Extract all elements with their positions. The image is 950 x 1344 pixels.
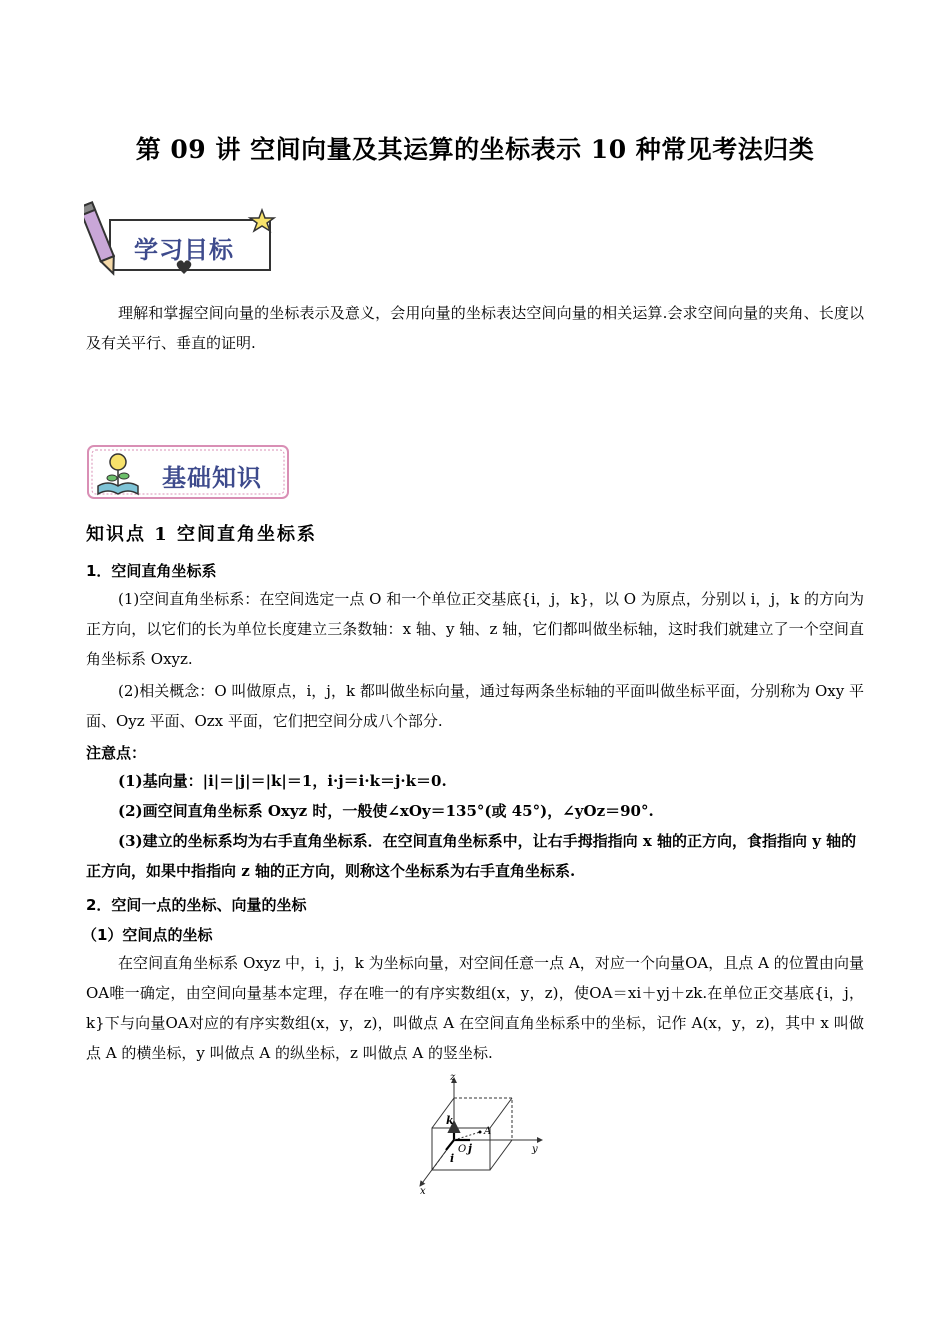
- coordinate-cube-diagram: [400, 1068, 560, 1198]
- knowledge-point-1-title: 知识点 1 空间直角坐标系: [86, 524, 318, 545]
- section-2-subtitle: （1）空间点的坐标: [82, 926, 213, 944]
- banner-learning-goals: [84, 198, 284, 288]
- paragraph-related-concepts: (2)相关概念：O 叫做原点，i，j，k 都叫做坐标向量，通过每两条坐标轴的平面叫做坐标平面，分别称为 Oxy 平面、Oyz 平面、Ozx 平面，它们把空间分成八个部分.: [86, 682, 864, 730]
- vector-label-j: j: [468, 1142, 472, 1155]
- axis-label-y: y: [532, 1144, 538, 1155]
- note-title: 注意点：: [86, 744, 147, 762]
- vector-label-k: k: [446, 1114, 454, 1127]
- origin-label: O: [458, 1144, 467, 1155]
- note-1: (1)基向量：|i|＝|j|＝|k|＝1，i·j＝i·k＝j·k＝0.: [118, 772, 447, 790]
- paragraph-coordinate-system: (1)空间直角坐标系：在空间选定一点 O 和一个单位正交基底{i，j，k}，以 O 为原点，分别以 i，j，k 的方向为正方向，以它们的长为单位长度建立三条数轴：x 轴、y 轴、z 轴，它们都叫做坐标轴，这时我们就建立了一个空间直角坐标系 Oxyz.: [86, 590, 864, 668]
- axis-label-z: z: [450, 1072, 456, 1083]
- point-label-a: A: [484, 1126, 492, 1137]
- note-2: (2)画空间直角坐标系 Oxyz 时，一般使∠xOy＝135°(或 45°)，∠yOz＝90°.: [118, 802, 654, 820]
- section-1-title: 1．空间直角坐标系: [86, 562, 217, 580]
- section-2-title: 2．空间一点的坐标、向量的坐标: [86, 896, 307, 914]
- note-3: (3)建立的坐标系均为右手直角坐标系．在空间直角坐标系中，让右手拇指指向 x 轴的正方向，食指指向 y 轴的正方向，如果中指指向 z 轴的正方向，则称这个坐标系为右手直角坐标系.: [86, 832, 857, 880]
- axis-label-x: x: [420, 1186, 426, 1197]
- paragraph-point-coordinates: 在空间直角坐标系 Oxyz 中，i，j，k 为坐标向量，对空间任意一点 A，对应一个向量OA，且点 A 的位置由向量OA唯一确定，由空间向量基本定理，存在唯一的有序实数组(x，y，z)，使OA＝xi＋yj＋zk.在单位正交基底{i，j，k}下与向量OA对应的有序实数组(x，y，z)，叫做点 A 在空间直角坐标系中的坐标，记作 A(x，y，z)，其中 x 叫做点 A 的横坐标，y 叫做点 A 的纵坐标，z 叫做点 A 的竖坐标.: [86, 954, 864, 1062]
- page-title: 第 09 讲 空间向量及其运算的坐标表示 10 种常见考法归类: [135, 135, 815, 164]
- coordinate-cube-figure: [400, 1068, 560, 1198]
- goals-text: 理解和掌握空间向量的坐标表示及意义，会用向量的坐标表达空间向量的相关运算.会求空间向量的夹角、长度以及有关平行、垂直的证明.: [86, 304, 864, 352]
- vector-label-i: i: [450, 1152, 455, 1165]
- banner-basic-knowledge-label: 基础知识: [162, 464, 262, 492]
- banner-learning-goals-label: 学习目标: [134, 236, 234, 264]
- banner-basic-knowledge: [86, 444, 292, 502]
